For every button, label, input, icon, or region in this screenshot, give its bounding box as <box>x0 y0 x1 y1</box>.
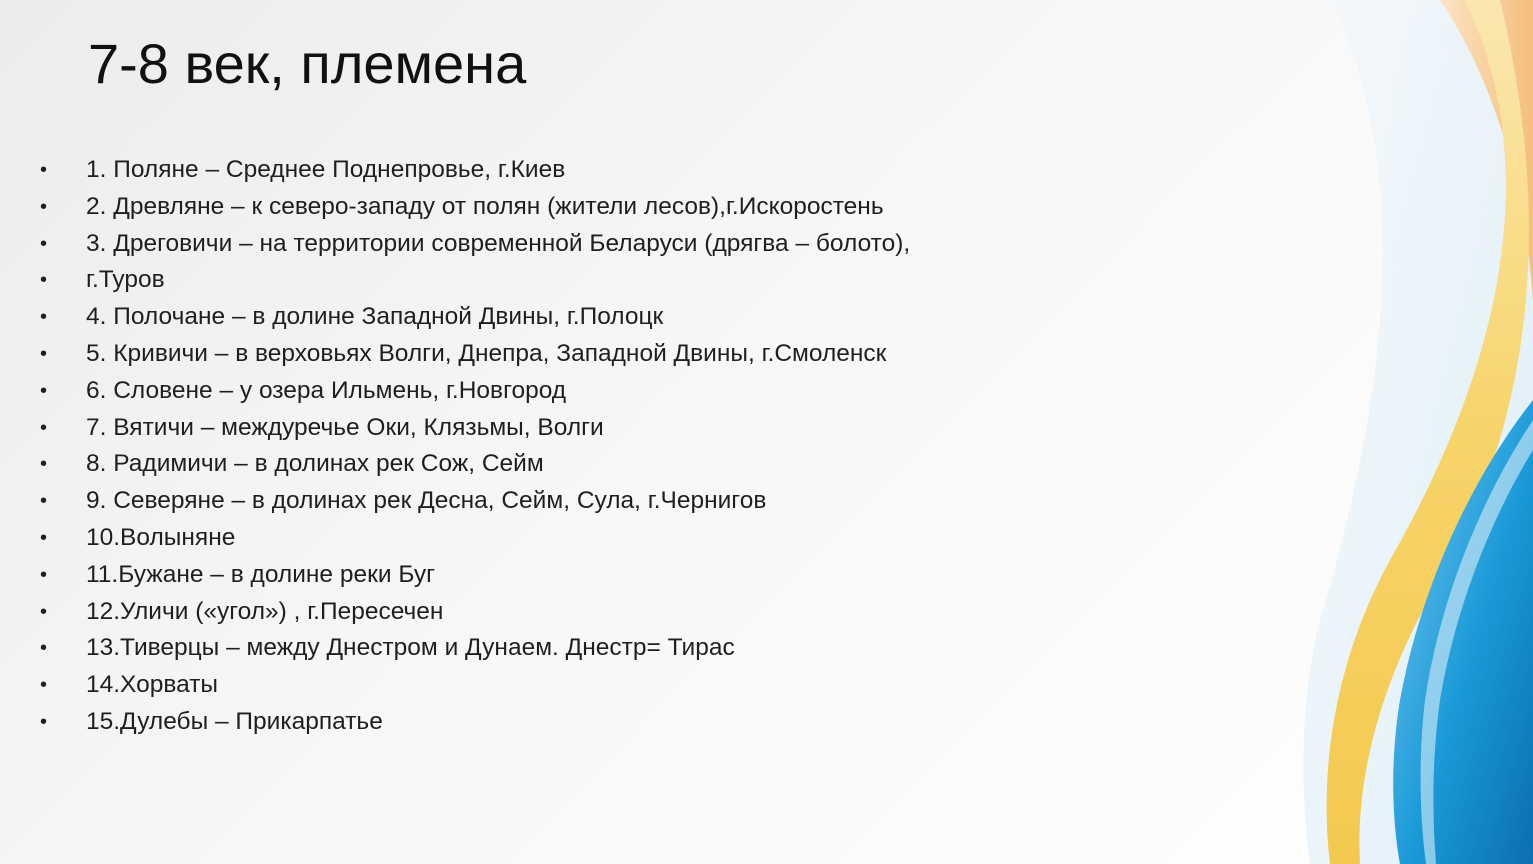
list-item-text: 4. Полочане – в долине Западной Двины, г.Полоцк <box>86 303 664 331</box>
list-item-text: г.Туров <box>86 266 165 294</box>
list-item-text: 7. Вятичи – междуречье Оки, Клязьмы, Волги <box>86 413 604 441</box>
bullet-icon: • <box>40 563 48 586</box>
list-item-text: 11.Бужане – в долине реки Буг <box>86 560 436 588</box>
list-item-text: 2. Древляне – к северо-западу от полян (жители лесов),г.Искоростень <box>86 192 884 220</box>
bullet-icon: • <box>40 342 48 365</box>
bullet-icon: • <box>40 232 48 255</box>
list-item-text: 3. Дреговичи – на территории современной Беларуси (дрягва – болото), <box>86 229 911 257</box>
bullet-icon: • <box>40 674 48 697</box>
list-item-text: 8. Радимичи – в долинах рек Сож, Сейм <box>86 450 544 478</box>
bullet-icon: • <box>40 490 48 513</box>
bullet-icon: • <box>40 379 48 402</box>
bullet-icon: • <box>40 306 48 329</box>
list-item-text: 9. Северяне – в долинах рек Десна, Сейм, Сула, г.Чернигов <box>86 487 767 515</box>
list-item-text: 10.Волыняне <box>86 523 236 551</box>
list-item-text: 13.Тиверцы – между Днестром и Дунаем. Днестр= Тирас <box>86 634 735 662</box>
list-item-text: 15.Дулебы – Прикарпатье <box>86 707 383 735</box>
list-item-text: 6. Словене – у озера Ильмень, г.Новгород <box>86 376 567 404</box>
bullet-icon: • <box>40 637 48 660</box>
bullet-icon: • <box>40 195 48 218</box>
list-item-text: 12.Уличи («угол») , г.Пересечен <box>86 597 444 625</box>
slide-title: 7-8 век, племена <box>88 32 527 95</box>
bullet-icon: • <box>40 159 48 181</box>
bullet-icon: • <box>40 526 48 549</box>
bullet-icon: • <box>40 269 48 292</box>
bullet-icon: • <box>40 416 48 439</box>
list-item-text: 5. Кривичи – в верховьях Волги, Днепра, Западной Двины, г.Смоленск <box>86 339 887 367</box>
bullet-icon: • <box>40 453 48 476</box>
list-item-text: 1. Поляне – Среднее Поднепровье, г.Киев <box>86 156 566 183</box>
bullet-icon: • <box>40 710 48 733</box>
bullet-icon: • <box>40 600 48 623</box>
list-item-text: 14.Хорваты <box>86 671 219 699</box>
